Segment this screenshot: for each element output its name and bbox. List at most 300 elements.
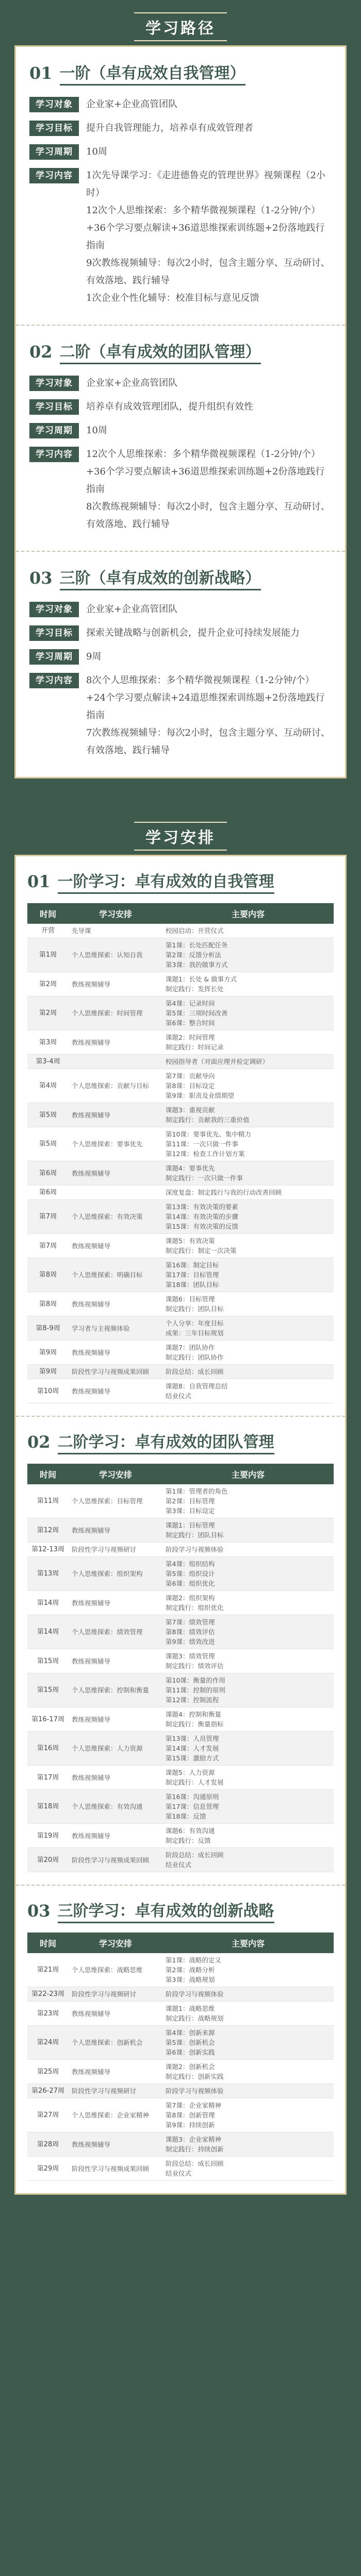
content-cell: [162, 1341, 334, 1365]
field-value: 9周: [86, 651, 102, 662]
table-row: [27, 1543, 334, 1557]
column-header: 学习安排: [69, 903, 162, 924]
time-cell: 第1周: [27, 938, 69, 972]
arrangement-cell: 教练视频辅导: [69, 2132, 162, 2157]
stage-field: [29, 447, 332, 533]
content-cell: [162, 1591, 334, 1615]
stage-field: [29, 376, 332, 392]
arrangement-cell: 教练视频辅导: [69, 1518, 162, 1543]
schedule-table: [27, 903, 334, 1403]
time-cell: 第9周: [27, 1365, 69, 1379]
content-line: 课题4：控制和衡量: [166, 1710, 221, 1718]
stage-block: [16, 326, 345, 552]
time-cell: 第2周: [27, 972, 69, 996]
stage-field: [29, 625, 332, 642]
arrangement-cell: 个人思维探索：创新机会: [69, 2026, 162, 2060]
content-cell: [162, 1987, 334, 2002]
field-label: 学习目标: [29, 121, 79, 136]
content-line: 第1课：管理者的角色: [166, 1487, 228, 1495]
learning-path-title: 学习路径: [134, 12, 227, 41]
content-cell: [162, 1649, 334, 1673]
content-line: 第17课：目标管理: [166, 1271, 219, 1279]
content-line: 课题3：企业家精神: [166, 2136, 221, 2143]
time-cell: 第12-13周: [27, 1543, 69, 1557]
table-row: [27, 1258, 334, 1292]
arrangement-cell: 阶段性学习与视频成果回顾: [69, 1848, 162, 1872]
arrangement-cell: 教练视频辅导: [69, 1234, 162, 1258]
content-line: 1次先导课学习：《走进德鲁克的管理世界》视频课程（2小时）: [86, 170, 325, 198]
arrangement-cell: 个人思维探索：贡献与目标: [69, 1069, 162, 1103]
field-value: [79, 672, 332, 759]
column-header: 主要内容: [162, 1464, 334, 1484]
time-cell: 第26-27周: [27, 2084, 69, 2098]
stage-header: [29, 565, 332, 590]
content-line: 结业仪式: [166, 1392, 192, 1400]
content-line: 8次教练视频辅导：每次2小时，包含主题分享、互动研讨、有效落地、践行辅导: [86, 501, 330, 530]
content-line: 阶段总结：成长回顾: [166, 2160, 224, 2167]
time-cell: 第13周: [27, 1557, 69, 1591]
content-line: 课题6：目标管理: [166, 1295, 215, 1303]
table-row: [27, 2084, 334, 2098]
table-row: [27, 1316, 334, 1341]
table-row: [27, 1185, 334, 1200]
arrangement-cell: 个人思维探索：有效沟通: [69, 1790, 162, 1824]
table-row: [27, 1766, 334, 1790]
field-label: 学习内容: [29, 673, 79, 688]
time-cell: 第21周: [27, 1953, 69, 1987]
content-cell: [162, 1030, 334, 1055]
time-cell: 第5周: [27, 1103, 69, 1127]
content-line: 课题5：人力资源: [166, 1769, 215, 1776]
content-line: 课题2：创新机会: [166, 2063, 215, 2071]
content-cell: [162, 1127, 334, 1161]
table-header-row: [27, 903, 334, 924]
stage-field: [29, 168, 332, 307]
arrangement-cell: 教练视频辅导: [69, 1379, 162, 1403]
table-row: [27, 1732, 334, 1766]
arrangement-cell: 教练视频辅导: [69, 1103, 162, 1127]
arrangement-cell: 个人思维探索：人力资源: [69, 1732, 162, 1766]
content-line: 制定践行：创新实践: [166, 2073, 224, 2080]
content-line: 第9课：职责及业绩期望: [166, 1092, 234, 1099]
content-line: 第8课：目标设定: [166, 1082, 215, 1090]
table-row: [27, 1234, 334, 1258]
arrangement-cell: 教练视频辅导: [69, 1766, 162, 1790]
learning-path-banner: [0, 0, 361, 45]
content-line: 制定践行：持续创新: [166, 2145, 224, 2153]
schedule-header: [27, 869, 334, 894]
arrangement-cell: 阶段性学习与视频研讨: [69, 1543, 162, 1557]
content-line: 第1课：长处匹配任务: [166, 941, 228, 949]
field-value: [79, 446, 332, 533]
stage-title: 一阶（卓有成效自我管理）: [60, 60, 245, 86]
content-line: 第17课：信息管理: [166, 1803, 219, 1810]
table-row: [27, 1127, 334, 1161]
content-line: 第4课：记录时间: [166, 999, 215, 1007]
arrangement-cell: 阶段性学习与视频成果回顾: [69, 1365, 162, 1379]
table-row: [27, 1824, 334, 1848]
schedule-number: 02: [27, 1432, 51, 1452]
schedule-table: [27, 1464, 334, 1872]
time-cell: 第15周: [27, 1649, 69, 1673]
time-cell: 第29周: [27, 2157, 69, 2181]
column-header: 学习安排: [69, 1464, 162, 1484]
content-line: 课题1：目标管理: [166, 1521, 215, 1529]
field-label: 学习周期: [29, 144, 79, 160]
content-cell: [162, 1292, 334, 1316]
content-line: 第1课：战略的定义: [166, 1956, 221, 1964]
schedule-title: 二阶学习：卓有成效的团队管理: [58, 1429, 274, 1454]
content-cell: [162, 1732, 334, 1766]
stage-block: [16, 47, 345, 326]
content-cell: [162, 1484, 334, 1518]
content-line: 第6课：创新实践: [166, 2048, 215, 2056]
column-header: 时间: [27, 1933, 69, 1953]
content-cell: [162, 1766, 334, 1790]
content-line: 第14课：有效决策的步骤: [166, 1213, 238, 1221]
arrangement-cell: 教练视频辅导: [69, 1341, 162, 1365]
content-line: 课题1：长处 & 做事方式: [166, 975, 237, 983]
schedule-block: [16, 1886, 345, 2193]
content-line: 第12课：控制流程: [166, 1696, 219, 1704]
content-cell: [162, 1673, 334, 1707]
stage-field: [29, 423, 332, 439]
content-line: 课题8：自我管理总结: [166, 1382, 228, 1390]
content-cell: [162, 1615, 334, 1649]
arrangement-cell: 教练视频辅导: [69, 2002, 162, 2026]
field-value: 提升自我管理能力，培养卓有成效管理者: [86, 123, 253, 133]
table-row: [27, 2026, 334, 2060]
field-value: 10周: [86, 425, 107, 436]
content-cell: [162, 2098, 334, 2132]
content-cell: [162, 2157, 334, 2181]
content-line: 深度复盘：制定践行与我的行动改善回顾: [166, 1189, 282, 1196]
schedule-number: 03: [27, 1901, 51, 1921]
time-cell: 第7周: [27, 1200, 69, 1234]
content-line: 课题5：有效决策: [166, 1237, 215, 1245]
content-line: 第5课：三项时间改善: [166, 1009, 228, 1017]
arrangement-cell: 个人思维探索：控制和衡量: [69, 1673, 162, 1707]
arrangement-cell: 教练视频辅导: [69, 1707, 162, 1732]
arrangement-cell: 个人思维探索：要事优先: [69, 1127, 162, 1161]
stage-field: [29, 97, 332, 113]
content-cell: [162, 2002, 334, 2026]
arrangement-cell: 个人思维探索：组织架构: [69, 1557, 162, 1591]
field-label: 学习对象: [29, 97, 79, 112]
stage-field: [29, 399, 332, 416]
arrangement-cell: 个人思维探索：目标管理: [69, 1484, 162, 1518]
content-line: 课题3：重视贡献: [166, 1106, 215, 1114]
schedule-banner: [0, 809, 361, 855]
content-line: 课题7：团队协作: [166, 1344, 215, 1351]
time-cell: 第9周: [27, 1341, 69, 1365]
time-cell: 第6周: [27, 1185, 69, 1200]
schedule-block: [16, 856, 345, 1417]
schedule-header: [27, 1898, 334, 1923]
table-row: [27, 1518, 334, 1543]
time-cell: 第16-17周: [27, 1707, 69, 1732]
table-row: [27, 2060, 334, 2084]
stage-field: [29, 649, 332, 666]
content-line: 阶段学习与视频体验: [166, 1546, 224, 1553]
time-cell: 第11周: [27, 1484, 69, 1518]
content-line: 课题3：绩效管理: [166, 1652, 215, 1660]
content-line: 制定践行：一次只做一件事: [166, 1174, 243, 1182]
content-line: 课题1：战略思维: [166, 2005, 215, 2012]
content-cell: [162, 1234, 334, 1258]
content-line: 第6课：整合时间: [166, 1019, 215, 1027]
content-line: 12次个人思维探索：多个精华微视频课程（1-2分钟/个）+36个学习要点解读+36道思维探索训练题+2份落地践行指南: [86, 449, 325, 495]
table-row: [27, 924, 334, 938]
content-line: 制定践行：团队目标: [166, 1531, 224, 1539]
content-line: 制定践行：战略规划: [166, 2014, 224, 2022]
content-line: 第10课：衡量的作用: [166, 1676, 225, 1684]
table-row: [27, 1379, 334, 1403]
content-line: 校园启动：开营仪式: [166, 927, 224, 935]
stage-field: [29, 673, 332, 759]
field-value: 企业家+企业高管团队: [86, 378, 178, 388]
arrangement-cell: [69, 1185, 162, 1200]
time-cell: 第7周: [27, 1234, 69, 1258]
time-cell: 第14周: [27, 1615, 69, 1649]
content-cell: [162, 1790, 334, 1824]
field-label: 学习周期: [29, 649, 79, 665]
learning-path-panel: [14, 45, 347, 778]
table-row: [27, 1484, 334, 1518]
table-row: [27, 1987, 334, 2002]
content-cell: [162, 1161, 334, 1185]
table-row: [27, 2157, 334, 2181]
table-header-row: [27, 1464, 334, 1484]
table-row: [27, 1707, 334, 1732]
content-cell: [162, 1316, 334, 1341]
content-cell: [162, 1200, 334, 1234]
time-cell: 第5周: [27, 1127, 69, 1161]
content-line: 7次教练视频辅导：每次2小时，包含主题分享、互动研讨、有效落地、践行辅导: [86, 727, 330, 756]
content-line: 第5课：组织设计: [166, 1570, 215, 1578]
content-line: 9次教练视频辅导：每次2小时，包含主题分享、互动研讨、有效落地、践行辅导: [86, 258, 330, 286]
table-row: [27, 1200, 334, 1234]
time-cell: 开营: [27, 924, 69, 938]
content-line: 课题6：有效沟通: [166, 1827, 215, 1835]
content-line: 制定践行：团队目标: [166, 1305, 224, 1313]
content-line: 第16课：沟通原则: [166, 1793, 219, 1801]
arrangement-cell: 阶段性学习与视频研讨: [69, 1987, 162, 2002]
content-cell: [162, 1848, 334, 1872]
arrangement-cell: [69, 1055, 162, 1069]
table-row: [27, 1365, 334, 1379]
schedule-block: [16, 1417, 345, 1886]
table-row: [27, 1055, 334, 1069]
stage-field: [29, 144, 332, 161]
content-line: 第7课：绩效管理: [166, 1618, 215, 1626]
content-line: 第3课：目标设定: [166, 1507, 215, 1515]
content-line: 制定践行：发挥长处: [166, 985, 224, 993]
content-cell: [162, 1953, 334, 1987]
arrangement-cell: 先导课: [69, 924, 162, 938]
content-line: 第13课：人员管理: [166, 1735, 219, 1742]
field-value: 探索关键战略与创新机会，提升企业可持续发展能力: [86, 628, 300, 638]
stage-header: [29, 60, 332, 86]
table-row: [27, 1341, 334, 1365]
time-cell: 第8-9周: [27, 1316, 69, 1341]
stage-title: 三阶（卓有成效的创新战略）: [60, 565, 261, 590]
time-cell: 第24周: [27, 2026, 69, 2060]
time-cell: 第28周: [27, 2132, 69, 2157]
arrangement-cell: 个人思维探索：战略思维: [69, 1953, 162, 1987]
content-cell: [162, 1824, 334, 1848]
column-header: 时间: [27, 903, 69, 924]
field-label: 学习目标: [29, 399, 79, 415]
table-row: [27, 1673, 334, 1707]
content-line: 制定践行：组织优化: [166, 1604, 224, 1612]
time-cell: 第22-23周: [27, 1987, 69, 2002]
time-cell: 第16周: [27, 1732, 69, 1766]
content-line: 8次个人思维探索：多个精华微视频课程（1-2分钟/个）+24个学习要点解读+24道思维探索训练题+2份落地践行指南: [86, 675, 325, 721]
content-cell: [162, 2026, 334, 2060]
field-label: 学习目标: [29, 625, 79, 641]
time-cell: 第10周: [27, 1379, 69, 1403]
schedule-title: 学习安排: [134, 822, 227, 851]
content-cell: [162, 2084, 334, 2098]
content-cell: [162, 1069, 334, 1103]
field-label: 学习内容: [29, 168, 79, 183]
time-cell: 第15周: [27, 1673, 69, 1707]
table-row: [27, 2002, 334, 2026]
content-line: 制定践行：贡献我的三重价值: [166, 1116, 250, 1124]
column-header: 时间: [27, 1464, 69, 1484]
content-line: 个人分享：年度目标: [166, 1319, 224, 1327]
content-line: 1次企业个性化辅导：校准目标与意见反馈: [86, 293, 259, 303]
content-cell: [162, 1557, 334, 1591]
stage-block: [16, 552, 345, 777]
table-row: [27, 1103, 334, 1127]
arrangement-cell: 个人思维探索：有效决策: [69, 1200, 162, 1234]
content-line: 第11课：控制的原则: [166, 1686, 225, 1694]
content-line: 第7课：贡献导向: [166, 1072, 215, 1080]
content-line: 结业仪式: [166, 2170, 192, 2177]
column-header: 学习安排: [69, 1933, 162, 1953]
content-line: 制定践行：时间记录: [166, 1043, 224, 1051]
table-row: [27, 1848, 334, 1872]
time-cell: 第8周: [27, 1292, 69, 1316]
content-line: 结业仪式: [166, 1861, 192, 1869]
stage-title: 二阶（卓有成效的团队管理）: [60, 339, 261, 364]
field-value: [79, 167, 332, 307]
content-line: 制定践行：人才发展: [166, 1778, 224, 1786]
content-line: 第7课：企业家精神: [166, 2102, 221, 2109]
schedule-table: [27, 1933, 334, 2181]
content-line: 制定践行：反馈: [166, 1837, 211, 1844]
schedule-title: 一阶学习：卓有成效的自我管理: [58, 869, 274, 894]
arrangement-cell: 教练视频辅导: [69, 1161, 162, 1185]
content-line: 课题2：组织架构: [166, 1594, 215, 1602]
content-line: 阶段总结：成长回顾: [166, 1851, 224, 1859]
content-cell: [162, 2060, 334, 2084]
content-line: 成果：三年目标规划: [166, 1329, 224, 1337]
content-line: 课题2：时间管理: [166, 1033, 215, 1041]
table-row: [27, 1953, 334, 1987]
content-cell: [162, 2132, 334, 2157]
table-row: [27, 1292, 334, 1316]
table-row: [27, 996, 334, 1030]
content-line: 第4课：创新来源: [166, 2029, 215, 2037]
content-line: 第9课：绩效改进: [166, 1638, 215, 1646]
content-cell: [162, 972, 334, 996]
content-line: 第3课：我的做事方式: [166, 961, 228, 969]
content-line: 制定践行：绩效评估: [166, 1662, 224, 1670]
time-cell: 第27周: [27, 2098, 69, 2132]
schedule-number: 01: [27, 871, 51, 891]
content-cell: [162, 938, 334, 972]
arrangement-cell: 阶段性学习与视频成果回顾: [69, 2157, 162, 2181]
table-row: [27, 1161, 334, 1185]
stage-header: [29, 339, 332, 364]
time-cell: 第2周: [27, 996, 69, 1030]
stage-field: [29, 121, 332, 137]
time-cell: 第25周: [27, 2060, 69, 2084]
table-row: [27, 2132, 334, 2157]
arrangement-cell: 阶段性学习与视频研讨: [69, 2084, 162, 2098]
table-row: [27, 1790, 334, 1824]
arrangement-cell: 教练视频辅导: [69, 1649, 162, 1673]
content-line: 第12课：检查工作计划方案: [166, 1150, 245, 1158]
content-line: 第18课：反馈: [166, 1812, 206, 1820]
content-line: 第2课：目标管理: [166, 1497, 215, 1505]
column-header: 主要内容: [162, 903, 334, 924]
time-cell: 第18周: [27, 1790, 69, 1824]
schedule-title: 三阶学习：卓有成效的创新战略: [58, 1898, 274, 1923]
content-line: 第10课：要事优先、集中精力: [166, 1130, 251, 1138]
arrangement-cell: 学习者与主视频体验: [69, 1316, 162, 1341]
content-line: 第15课：有效决策的反馈: [166, 1223, 238, 1230]
stage-field: [29, 602, 332, 618]
arrangement-cell: 教练视频辅导: [69, 1824, 162, 1848]
content-line: 第4课：组织结构: [166, 1560, 215, 1568]
arrangement-cell: 教练视频辅导: [69, 1030, 162, 1055]
content-line: 阶段总结：成长回顾: [166, 1368, 224, 1376]
time-cell: 第23周: [27, 2002, 69, 2026]
arrangement-cell: 个人思维探索：时间管理: [69, 996, 162, 1030]
time-cell: 第3周: [27, 1030, 69, 1055]
table-row: [27, 1069, 334, 1103]
schedule-header: [27, 1429, 334, 1454]
arrangement-cell: 个人思维探索：企业家精神: [69, 2098, 162, 2132]
content-line: 第9课：持续创新: [166, 2121, 215, 2129]
time-cell: 第3-4周: [27, 1055, 69, 1069]
table-row: [27, 1649, 334, 1673]
content-cell: [162, 1103, 334, 1127]
content-cell: [162, 1518, 334, 1543]
content-line: 制定践行：制定一次决策: [166, 1247, 237, 1255]
stage-number: 01: [29, 63, 53, 83]
content-line: 第3课：战略规划: [166, 1976, 215, 1984]
content-line: 阶段学习与视频体验: [166, 2087, 224, 2095]
time-cell: 第17周: [27, 1766, 69, 1790]
content-cell: [162, 924, 334, 938]
time-cell: 第20周: [27, 1848, 69, 1872]
content-line: 校园指导者（对面应理并检定调研）: [166, 1058, 269, 1065]
field-value: 企业家+企业高管团队: [86, 99, 178, 110]
content-line: 制定践行：团队协作: [166, 1353, 224, 1361]
content-line: 第11课：一次只做一件事: [166, 1140, 238, 1148]
content-cell: [162, 1543, 334, 1557]
stage-number: 03: [29, 568, 53, 588]
table-row: [27, 1615, 334, 1649]
content-line: 第15课：激励方式: [166, 1754, 219, 1762]
content-cell: [162, 1258, 334, 1292]
content-line: 第16课：制定目标: [166, 1261, 219, 1269]
